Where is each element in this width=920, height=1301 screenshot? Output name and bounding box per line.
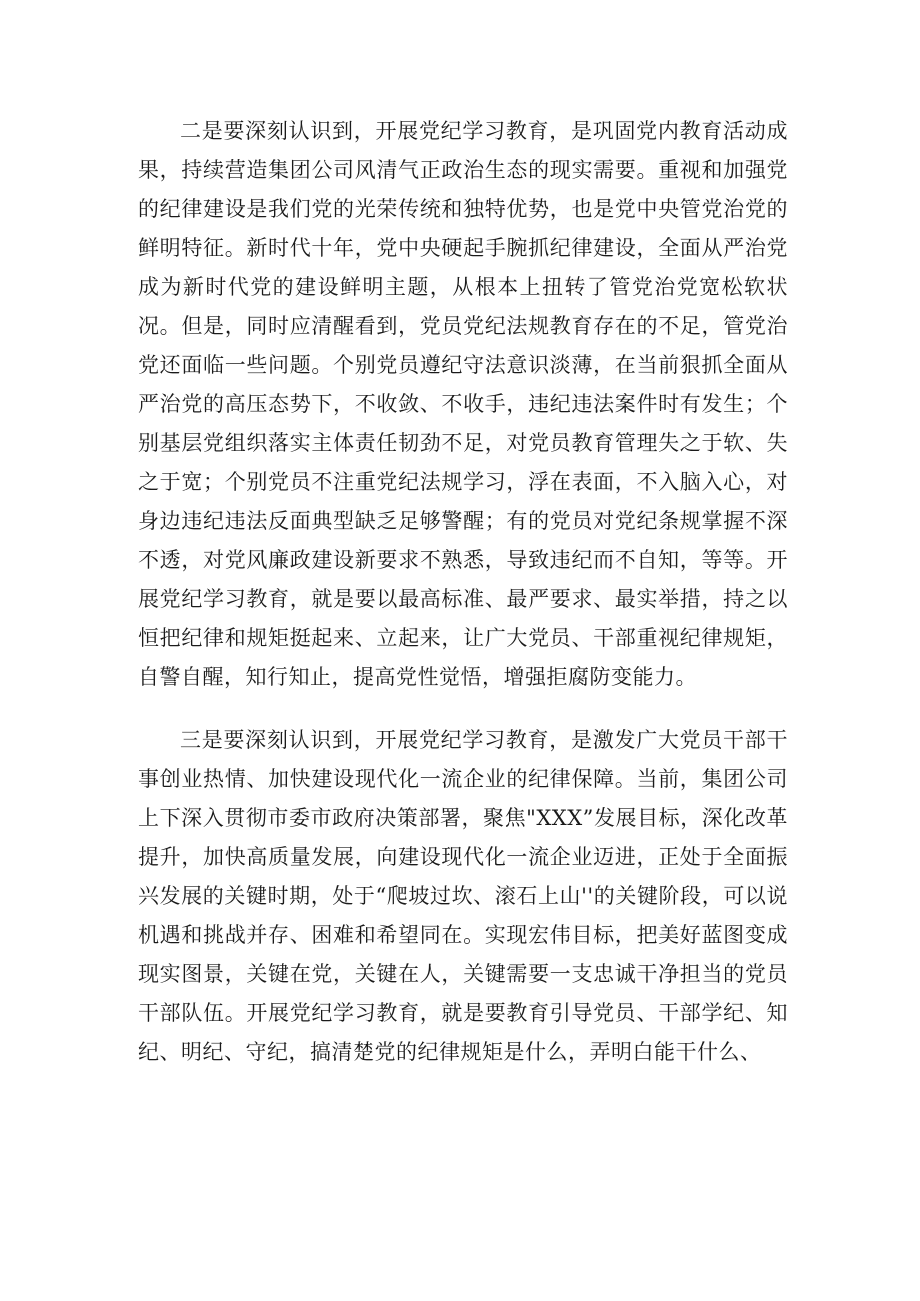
paragraph-point-two: 二是要深刻认识到，开展党纪学习教育，是巩固党内教育活动成果，持续营造集团公司风清气正政治生态的现实需要。重视和加强党的纪律建设是我们党的光荣传统和独特优势，也是党中央管党治党的鲜明特征。新时代十年，党中央硬起手腕抓纪律建设，全面从严治党成为新时代党的建设鲜明主题，从根本上扭转了管党治党宽松软状况。但是，同时应清醒看到，党员党纪法规教育存在的不足，管党治党还面临一些问题。个别党员遵纪守法意识淡薄，在当前狠抓全面从严治党的高压态势下，不收敛、不收手，违纪违法案件时有发生；个别基层党组织落实主体责任韧劲不足，对党员教育管理失之于软、失之于宽；个别党员不注重党纪法规学习，浮在表面，不入脑入心，对身边违纪违法反面典型缺乏足够警醒；有的党员对党纪条规掌握不深不透，对党风廉政建设新要求不熟悉，导致违纪而不自知，等等。开展党纪学习教育，就是要以最高标准、最严要求、最实举措，持之以恒把纪律和规矩挺起来、立起来，让广大党员、干部重视纪律规矩，自警自醒，知行知止，提高党性觉悟，增强拒腐防变能力。 — [138, 119, 788, 689]
document-body — [138, 112, 788, 1072]
paragraph-point-three: 三是要深刻认识到，开展党纪学习教育，是激发广大党员干部干事创业热情、加快建设现代化一流企业的纪律保障。当前，集团公司上下深入贯彻市委市政府决策部署，聚焦"XXX”发展目标，深化改革提升，加快高质量发展，向建设现代化一流企业迈进，正处于全面振兴发展的关键时期，处于“爬坡过坎、滚石上山''的关键阶段，可以说机遇和挑战并存、困难和希望同在。实现宏伟目标，把美好蓝图变成现实图景，关键在党，关键在人，关键需要一支忠诚干净担当的党员干部队伍。开展党纪学习教育，就是要教育引导党员、干部学纪、知纪、明纪、守纪，搞清楚党的纪律规矩是什么，弄明白能干什么、 — [138, 728, 788, 1064]
